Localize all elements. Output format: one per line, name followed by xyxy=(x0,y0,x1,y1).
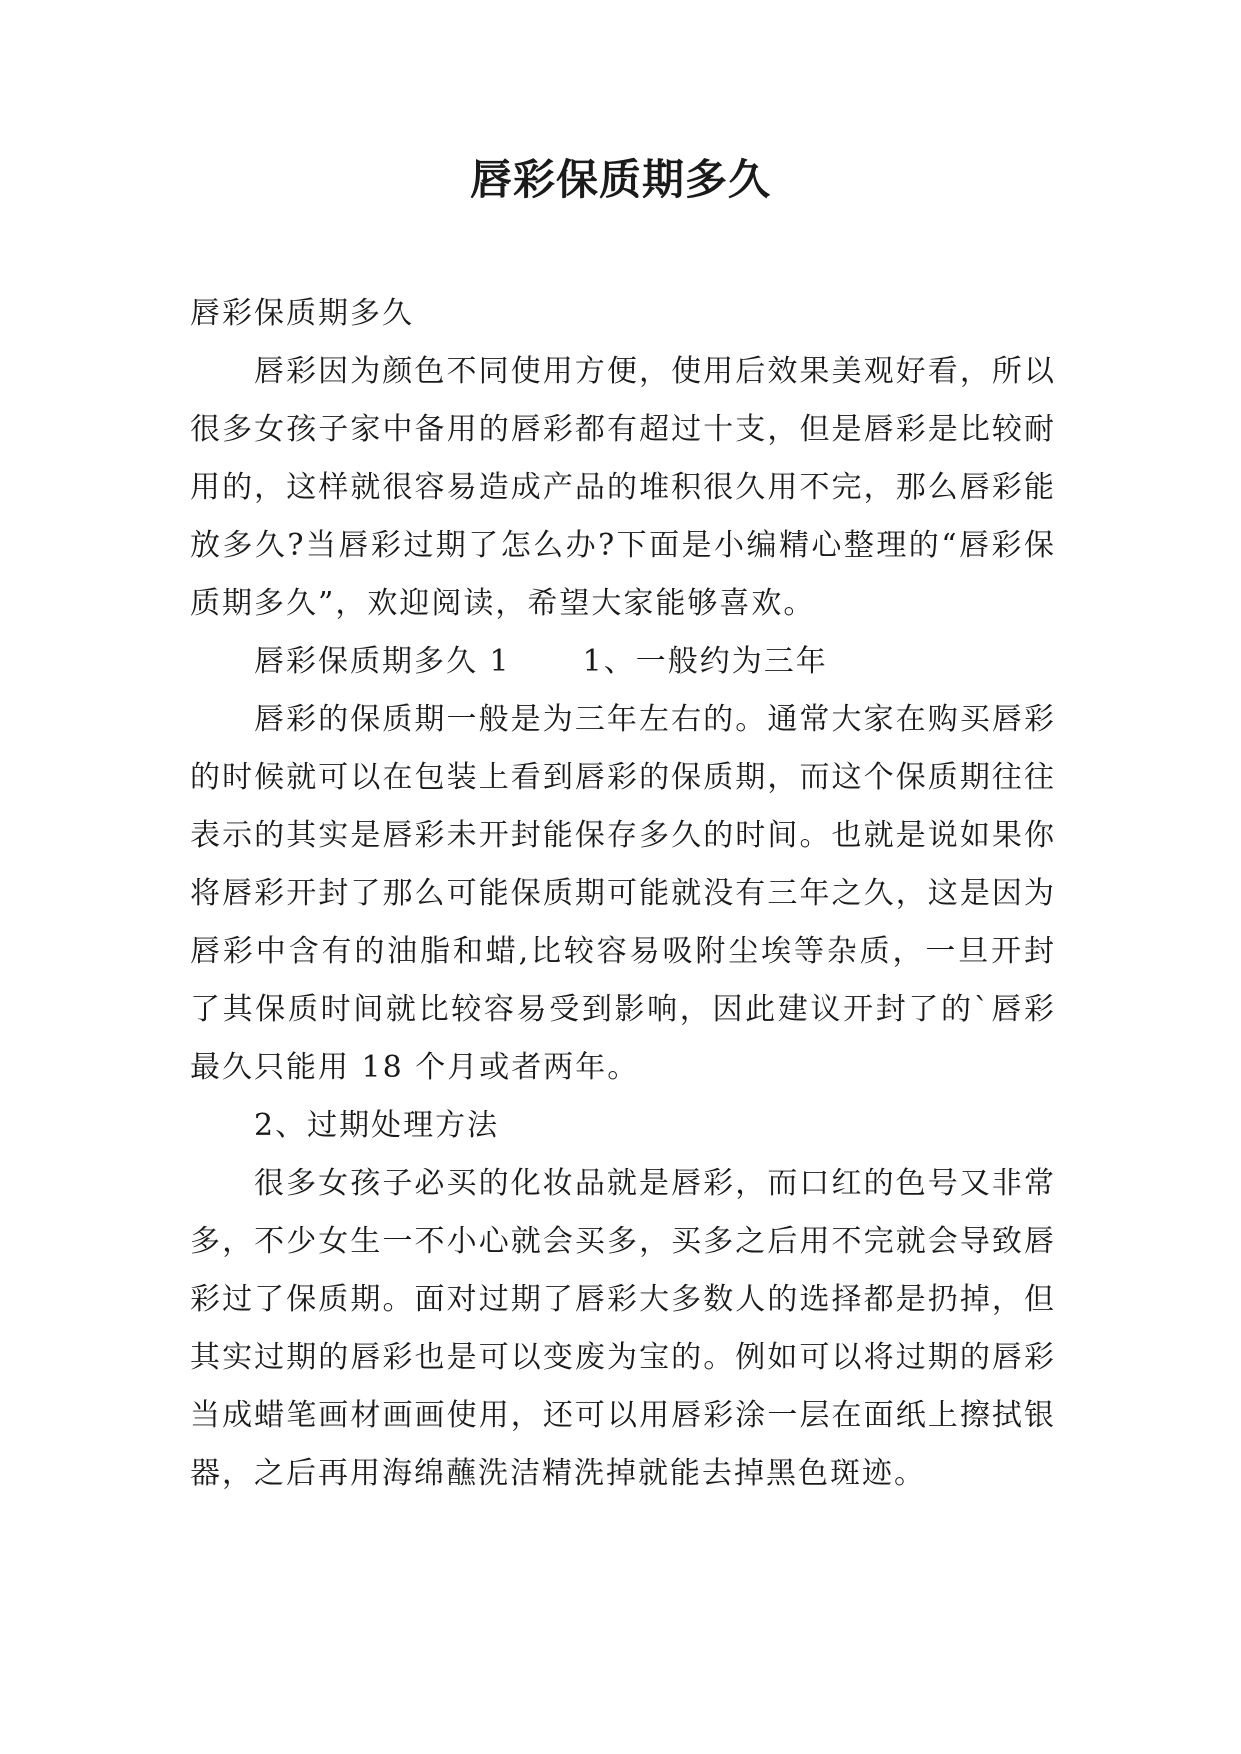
disposal-paragraph: 很多女孩子必买的化妆品就是唇彩，而口红的色号又非常多，不少女生一不小心就会买多，买多之后用不完就会导致唇彩过了保质期。面对过期了唇彩大多数人的选择都是扔掉，但其实过期的唇彩也是可以变废为宝的。例如可以将过期的唇彩当成蜡笔画材画画使用，还可以用唇彩涂一层在面纸上擦拭银器，之后再用海绵蘸洗洁精洗掉就能去掉黑色斑迹。 xyxy=(190,1166,1056,1491)
document-title: 唇彩保质期多久 xyxy=(469,155,771,204)
section-subheading: 1、一般约为三年 xyxy=(582,644,828,679)
intro-paragraph: 唇彩因为颜色不同使用方便，使用后效果美观好看，所以很多女孩子家中备用的唇彩都有超过十支，但是唇彩是比较耐用的，这样就很容易造成产品的堆积很久用不完，那么唇彩能放多久?当唇彩过期了怎么办?下面是小编精心整理的“唇彩保质期多久”，欢迎阅读，希望大家能够喜欢。 xyxy=(190,354,1056,621)
subtitle-paragraph: 唇彩保质期多久 xyxy=(190,296,414,331)
section-heading xyxy=(190,633,1056,691)
shelf-life-paragraph: 唇彩的保质期一般是为三年左右的。通常大家在购买唇彩的时候就可以在包装上看到唇彩的保质期，而这个保质期往往表示的其实是唇彩未开封能保存多久的时间。也就是说如果你将唇彩开封了那么可能保质期可能就没有三年之久，这是因为唇彩中含有的油脂和蜡,比较容易吸附尘埃等杂质，一旦开封了其保质时间就比较容易受到影响，因此建议开封了的`唇彩最久只能用 18 个月或者两年。 xyxy=(190,702,1056,1085)
document-body xyxy=(190,285,1056,1503)
disposal-heading: 2、过期处理方法 xyxy=(254,1108,500,1143)
section-heading-label: 唇彩保质期多久 1 xyxy=(254,644,511,679)
